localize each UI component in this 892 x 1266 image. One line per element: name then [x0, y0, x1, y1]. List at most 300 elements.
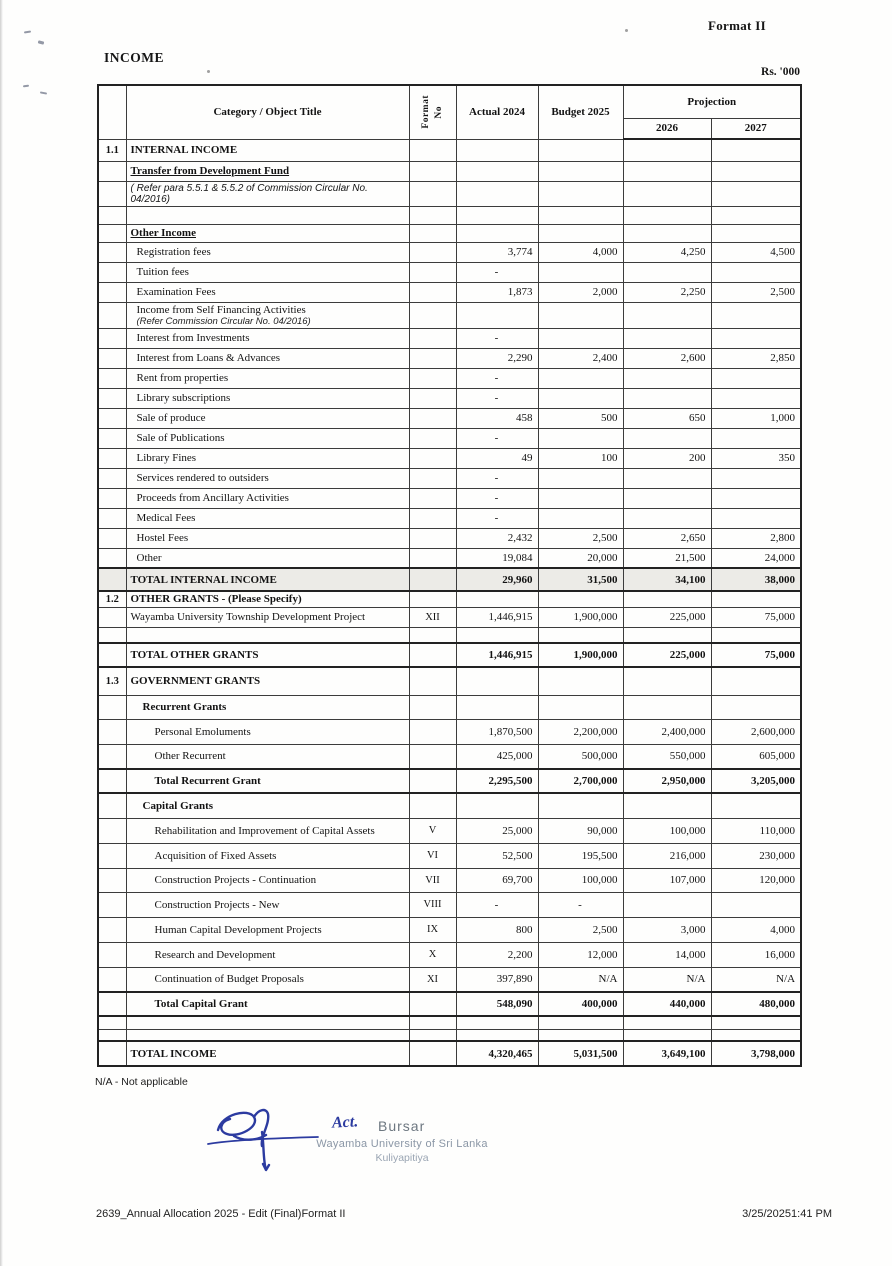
cell-number [98, 992, 126, 1016]
cell-category-subnote: (Refer Commission Circular No. 04/2016) [136, 315, 311, 327]
table-row [98, 302, 801, 328]
cell-actual-2024: - [456, 508, 538, 528]
cell-category: Construction Projects - New [126, 892, 409, 917]
signature-block [200, 1100, 500, 1190]
cell-number [98, 1041, 126, 1066]
cell-actual-2024 [456, 591, 538, 607]
cell-format-no [409, 591, 456, 607]
cell-number: 1.3 [98, 667, 126, 695]
cell-budget-2025: 2,500 [538, 917, 623, 942]
format-label: Format II [708, 18, 766, 33]
cell-actual-2024 [456, 224, 538, 242]
table-row [98, 282, 801, 302]
cell-category: Other Recurrent [126, 744, 409, 769]
cell-budget-2025 [538, 468, 623, 488]
cell-projection-2026: 107,000 [623, 868, 711, 892]
table-row [98, 627, 801, 643]
cell-projection-2026 [623, 695, 711, 719]
cell-number [98, 206, 126, 224]
page-title: INCOME [104, 50, 164, 65]
table-row [98, 719, 801, 744]
table-row [98, 181, 801, 206]
cell-projection-2026: 440,000 [623, 992, 711, 1016]
cell-category: Total Capital Grant [126, 992, 409, 1016]
cell-budget-2025: 5,031,500 [538, 1041, 623, 1066]
cell-category: Research and Development [126, 942, 409, 967]
cell-category: TOTAL OTHER GRANTS [126, 643, 409, 667]
cell-category: Income from Self Financing Activities (Refer Commission Circular No. 04/2016) [126, 302, 409, 328]
cell-number [98, 818, 126, 843]
cell-number [98, 719, 126, 744]
cell-category: Total Recurrent Grant [126, 769, 409, 793]
cell-projection-2026: 34,100 [623, 568, 711, 591]
cell-number [98, 328, 126, 348]
cell-actual-2024 [456, 1016, 538, 1029]
cell-projection-2027 [711, 695, 801, 719]
cell-category: Capital Grants [126, 793, 409, 818]
cell-projection-2026: 2,250 [623, 282, 711, 302]
cell-number [98, 508, 126, 528]
cell-number [98, 302, 126, 328]
cell-actual-2024 [456, 1029, 538, 1041]
cell-number [98, 448, 126, 468]
cell-projection-2027: 3,798,000 [711, 1041, 801, 1066]
cell-projection-2026 [623, 627, 711, 643]
cell-projection-2026: 3,649,100 [623, 1041, 711, 1066]
table-row [98, 161, 801, 181]
cell-number [98, 242, 126, 262]
cell-projection-2027 [711, 793, 801, 818]
handwritten-role: Act. [331, 1113, 359, 1132]
cell-number [98, 282, 126, 302]
cell-projection-2027: 1,000 [711, 408, 801, 428]
cell-budget-2025: 100 [538, 448, 623, 468]
cell-projection-2027: 3,205,000 [711, 769, 801, 793]
table-row [98, 1029, 801, 1041]
cell-budget-2025: 2,700,000 [538, 769, 623, 793]
cell-projection-2026: 225,000 [623, 607, 711, 627]
cell-category: Other Income [126, 224, 409, 242]
pen-mark [23, 85, 29, 88]
cell-actual-2024: 2,432 [456, 528, 538, 548]
cell-number [98, 161, 126, 181]
cell-projection-2027 [711, 302, 801, 328]
cell-format-no [409, 695, 456, 719]
cell-actual-2024: 69,700 [456, 868, 538, 892]
format-no-line2: No [433, 105, 444, 119]
cell-actual-2024 [456, 139, 538, 161]
cell-projection-2026 [623, 139, 711, 161]
cell-projection-2026 [623, 262, 711, 282]
cell-number: 1.2 [98, 591, 126, 607]
cell-format-no [409, 368, 456, 388]
cell-budget-2025 [538, 224, 623, 242]
scan-dot [625, 29, 628, 32]
cell-projection-2026 [623, 206, 711, 224]
cell-projection-2026: 216,000 [623, 843, 711, 868]
cell-category [126, 1016, 409, 1029]
cell-number [98, 1029, 126, 1041]
cell-projection-2026: 2,650 [623, 528, 711, 548]
cell-format-no: XI [409, 967, 456, 992]
cell-actual-2024: 1,870,500 [456, 719, 538, 744]
cell-projection-2027 [711, 262, 801, 282]
cell-format-no [409, 1029, 456, 1041]
cell-budget-2025 [538, 302, 623, 328]
col-header-number [98, 85, 126, 139]
cell-budget-2025 [538, 428, 623, 448]
table-row [98, 139, 801, 161]
cell-number [98, 627, 126, 643]
cell-projection-2027 [711, 667, 801, 695]
cell-format-no [409, 719, 456, 744]
cell-format-no: IX [409, 917, 456, 942]
scan-edge-shadow [0, 0, 3, 1266]
cell-projection-2027 [711, 139, 801, 161]
cell-format-no [409, 793, 456, 818]
format-no-line1: Format [420, 95, 431, 130]
table-row [98, 892, 801, 917]
cell-format-no [409, 528, 456, 548]
cell-budget-2025 [538, 695, 623, 719]
stamp-role: Bursar [378, 1118, 426, 1134]
cell-category: Personal Emoluments [126, 719, 409, 744]
stamp-town-name: Kuliyapitiya [375, 1152, 429, 1164]
cell-projection-2026: 4,250 [623, 242, 711, 262]
cell-format-no [409, 282, 456, 302]
col-header-2027: 2027 [711, 118, 801, 139]
cell-format-no [409, 181, 456, 206]
cell-category: Recurrent Grants [126, 695, 409, 719]
cell-format-no: XII [409, 607, 456, 627]
cell-projection-2026 [623, 428, 711, 448]
cell-budget-2025 [538, 1016, 623, 1029]
pen-mark [38, 40, 45, 44]
cell-projection-2027 [711, 161, 801, 181]
cell-budget-2025 [538, 388, 623, 408]
cell-category [126, 627, 409, 643]
cell-projection-2026 [623, 224, 711, 242]
cell-projection-2027: N/A [711, 967, 801, 992]
cell-actual-2024: - [456, 892, 538, 917]
pen-mark [24, 31, 31, 34]
cell-category: Examination Fees [126, 282, 409, 302]
units-label: Rs. '000 [761, 66, 800, 78]
cell-number [98, 568, 126, 591]
cell-category: Services rendered to outsiders [126, 468, 409, 488]
cell-format-no [409, 548, 456, 568]
cell-format-no [409, 242, 456, 262]
table-row [98, 468, 801, 488]
cell-budget-2025: 20,000 [538, 548, 623, 568]
cell-number [98, 468, 126, 488]
cell-projection-2027 [711, 428, 801, 448]
cell-format-no [409, 448, 456, 468]
table-row [98, 868, 801, 892]
cell-projection-2026: 2,950,000 [623, 769, 711, 793]
cell-projection-2027 [711, 627, 801, 643]
cell-format-no [409, 568, 456, 591]
cell-format-no [409, 428, 456, 448]
cell-format-no: X [409, 942, 456, 967]
cell-format-no [409, 1016, 456, 1029]
table-row [98, 818, 801, 843]
cell-category: Library Fines [126, 448, 409, 468]
table-row [98, 591, 801, 607]
cell-format-no [409, 643, 456, 667]
cell-budget-2025: 100,000 [538, 868, 623, 892]
cell-projection-2026 [623, 892, 711, 917]
cell-projection-2026: N/A [623, 967, 711, 992]
table-row [98, 992, 801, 1016]
cell-budget-2025: 2,000 [538, 282, 623, 302]
table-row [98, 428, 801, 448]
cell-projection-2026 [623, 468, 711, 488]
cell-format-no: VIII [409, 892, 456, 917]
cell-category: Registration fees [126, 242, 409, 262]
cell-budget-2025 [538, 368, 623, 388]
cell-actual-2024: 2,295,500 [456, 769, 538, 793]
cell-projection-2026: 14,000 [623, 942, 711, 967]
cell-category: TOTAL INTERNAL INCOME [126, 568, 409, 591]
cell-actual-2024: 1,446,915 [456, 643, 538, 667]
cell-number [98, 181, 126, 206]
cell-budget-2025: - [538, 892, 623, 917]
col-header-budget-2025: Budget 2025 [538, 85, 623, 139]
cell-actual-2024: - [456, 388, 538, 408]
cell-number [98, 368, 126, 388]
cell-number [98, 967, 126, 992]
table-row [98, 843, 801, 868]
cell-category: Sale of Publications [126, 428, 409, 448]
cell-format-no [409, 388, 456, 408]
cell-category: TOTAL INCOME [126, 1041, 409, 1066]
income-table [97, 84, 802, 1067]
table-row [98, 368, 801, 388]
cell-actual-2024: 2,200 [456, 942, 538, 967]
table-row [98, 224, 801, 242]
cell-category: GOVERNMENT GRANTS [126, 667, 409, 695]
cell-actual-2024 [456, 206, 538, 224]
table-header-row [98, 85, 801, 118]
col-header-2026: 2026 [623, 118, 711, 139]
cell-projection-2027 [711, 1016, 801, 1029]
cell-projection-2026 [623, 591, 711, 607]
cell-actual-2024 [456, 793, 538, 818]
na-footnote: N/A - Not applicable [95, 1076, 188, 1088]
cell-number [98, 1016, 126, 1029]
cell-projection-2026: 3,000 [623, 917, 711, 942]
cell-actual-2024: - [456, 328, 538, 348]
cell-format-no: VI [409, 843, 456, 868]
cell-projection-2026 [623, 328, 711, 348]
table-row [98, 607, 801, 627]
cell-category: ( Refer para 5.5.1 & 5.5.2 of Commission Circular No. 04/2016) [126, 181, 409, 206]
cell-number [98, 769, 126, 793]
cell-category: Sale of produce [126, 408, 409, 428]
cell-category: Tuition fees [126, 262, 409, 282]
cell-number [98, 388, 126, 408]
cell-projection-2027: 2,600,000 [711, 719, 801, 744]
table-row [98, 242, 801, 262]
cell-budget-2025 [538, 206, 623, 224]
cell-category [126, 206, 409, 224]
cell-format-no [409, 262, 456, 282]
cell-projection-2026: 225,000 [623, 643, 711, 667]
cell-actual-2024: - [456, 468, 538, 488]
cell-format-no [409, 667, 456, 695]
cell-actual-2024: 2,290 [456, 348, 538, 368]
cell-projection-2027 [711, 591, 801, 607]
cell-projection-2027 [711, 328, 801, 348]
stamp-university-name: Wayamba University of Sri Lanka [316, 1138, 488, 1150]
cell-projection-2026 [623, 488, 711, 508]
cell-budget-2025 [538, 793, 623, 818]
cell-projection-2027: 480,000 [711, 992, 801, 1016]
cell-projection-2027 [711, 892, 801, 917]
cell-format-no [409, 139, 456, 161]
cell-format-no [409, 224, 456, 242]
cell-number [98, 548, 126, 568]
cell-budget-2025: 31,500 [538, 568, 623, 591]
cell-actual-2024: 4,320,465 [456, 1041, 538, 1066]
cell-number [98, 488, 126, 508]
cell-budget-2025 [538, 667, 623, 695]
cell-number [98, 408, 126, 428]
cell-format-no [409, 1041, 456, 1066]
cell-format-no [409, 508, 456, 528]
col-header-format-no [409, 85, 456, 139]
cell-budget-2025 [538, 262, 623, 282]
cell-budget-2025 [538, 181, 623, 206]
table-row [98, 769, 801, 793]
col-header-projection: Projection [623, 85, 801, 118]
cell-format-no [409, 744, 456, 769]
cell-category: Other [126, 548, 409, 568]
cell-projection-2026 [623, 181, 711, 206]
table-row [98, 1016, 801, 1029]
cell-projection-2027 [711, 224, 801, 242]
cell-projection-2027: 230,000 [711, 843, 801, 868]
cell-budget-2025 [538, 1029, 623, 1041]
cell-format-no: VII [409, 868, 456, 892]
cell-projection-2027 [711, 368, 801, 388]
income-table-body [98, 139, 801, 1066]
cell-actual-2024: 548,090 [456, 992, 538, 1016]
cell-format-no [409, 302, 456, 328]
cell-projection-2027 [711, 181, 801, 206]
cell-budget-2025: 12,000 [538, 942, 623, 967]
cell-actual-2024: - [456, 428, 538, 448]
cell-category: INTERNAL INCOME [126, 139, 409, 161]
cell-projection-2027 [711, 206, 801, 224]
cell-number [98, 348, 126, 368]
cell-actual-2024 [456, 302, 538, 328]
cell-number [98, 744, 126, 769]
cell-actual-2024: 52,500 [456, 843, 538, 868]
cell-projection-2027: 38,000 [711, 568, 801, 591]
cell-projection-2026 [623, 667, 711, 695]
cell-format-no [409, 769, 456, 793]
cell-budget-2025: 4,000 [538, 242, 623, 262]
cell-number [98, 892, 126, 917]
cell-category: Wayamba University Township Development Project [126, 607, 409, 627]
cell-format-no: V [409, 818, 456, 843]
table-row [98, 488, 801, 508]
cell-projection-2026 [623, 368, 711, 388]
cell-projection-2027 [711, 388, 801, 408]
cell-projection-2026: 650 [623, 408, 711, 428]
cell-projection-2027 [711, 508, 801, 528]
cell-actual-2024: 25,000 [456, 818, 538, 843]
cell-actual-2024 [456, 161, 538, 181]
cell-projection-2026 [623, 1016, 711, 1029]
cell-projection-2027: 2,800 [711, 528, 801, 548]
table-row [98, 793, 801, 818]
cell-category: Rent from properties [126, 368, 409, 388]
cell-number [98, 262, 126, 282]
cell-category: Human Capital Development Projects [126, 917, 409, 942]
cell-number [98, 868, 126, 892]
cell-actual-2024: 1,446,915 [456, 607, 538, 627]
cell-projection-2027 [711, 468, 801, 488]
cell-projection-2026 [623, 388, 711, 408]
cell-format-no [409, 206, 456, 224]
table-row [98, 548, 801, 568]
table-row [98, 262, 801, 282]
cell-actual-2024: 3,774 [456, 242, 538, 262]
cell-budget-2025: 500 [538, 408, 623, 428]
table-row [98, 1041, 801, 1066]
cell-number [98, 942, 126, 967]
cell-budget-2025 [538, 328, 623, 348]
cell-category: Library subscriptions [126, 388, 409, 408]
table-row [98, 206, 801, 224]
cell-number [98, 695, 126, 719]
cell-budget-2025: 2,400 [538, 348, 623, 368]
cell-actual-2024: 425,000 [456, 744, 538, 769]
cell-actual-2024 [456, 667, 538, 695]
table-row [98, 408, 801, 428]
table-row [98, 328, 801, 348]
cell-actual-2024 [456, 627, 538, 643]
cell-number [98, 643, 126, 667]
table-row [98, 917, 801, 942]
cell-category: Interest from Loans & Advances [126, 348, 409, 368]
cell-actual-2024: 19,084 [456, 548, 538, 568]
cell-projection-2027 [711, 1029, 801, 1041]
cell-projection-2027: 350 [711, 448, 801, 468]
footer-filename: 2639_Annual Allocation 2025 - Edit (Final)Format II [96, 1208, 346, 1220]
cell-actual-2024: - [456, 488, 538, 508]
cell-projection-2027: 75,000 [711, 607, 801, 627]
table-row [98, 744, 801, 769]
footer-timestamp: 3/25/20251:41 PM [742, 1208, 832, 1220]
cell-format-no [409, 468, 456, 488]
cell-format-no [409, 348, 456, 368]
cell-format-no [409, 328, 456, 348]
cell-actual-2024: 800 [456, 917, 538, 942]
cell-format-no [409, 627, 456, 643]
cell-number [98, 528, 126, 548]
col-header-category: Category / Object Title [126, 85, 409, 139]
cell-actual-2024: 49 [456, 448, 538, 468]
cell-category: Proceeds from Ancillary Activities [126, 488, 409, 508]
cell-projection-2026: 200 [623, 448, 711, 468]
cell-actual-2024: 458 [456, 408, 538, 428]
cell-budget-2025 [538, 508, 623, 528]
cell-number: 1.1 [98, 139, 126, 161]
